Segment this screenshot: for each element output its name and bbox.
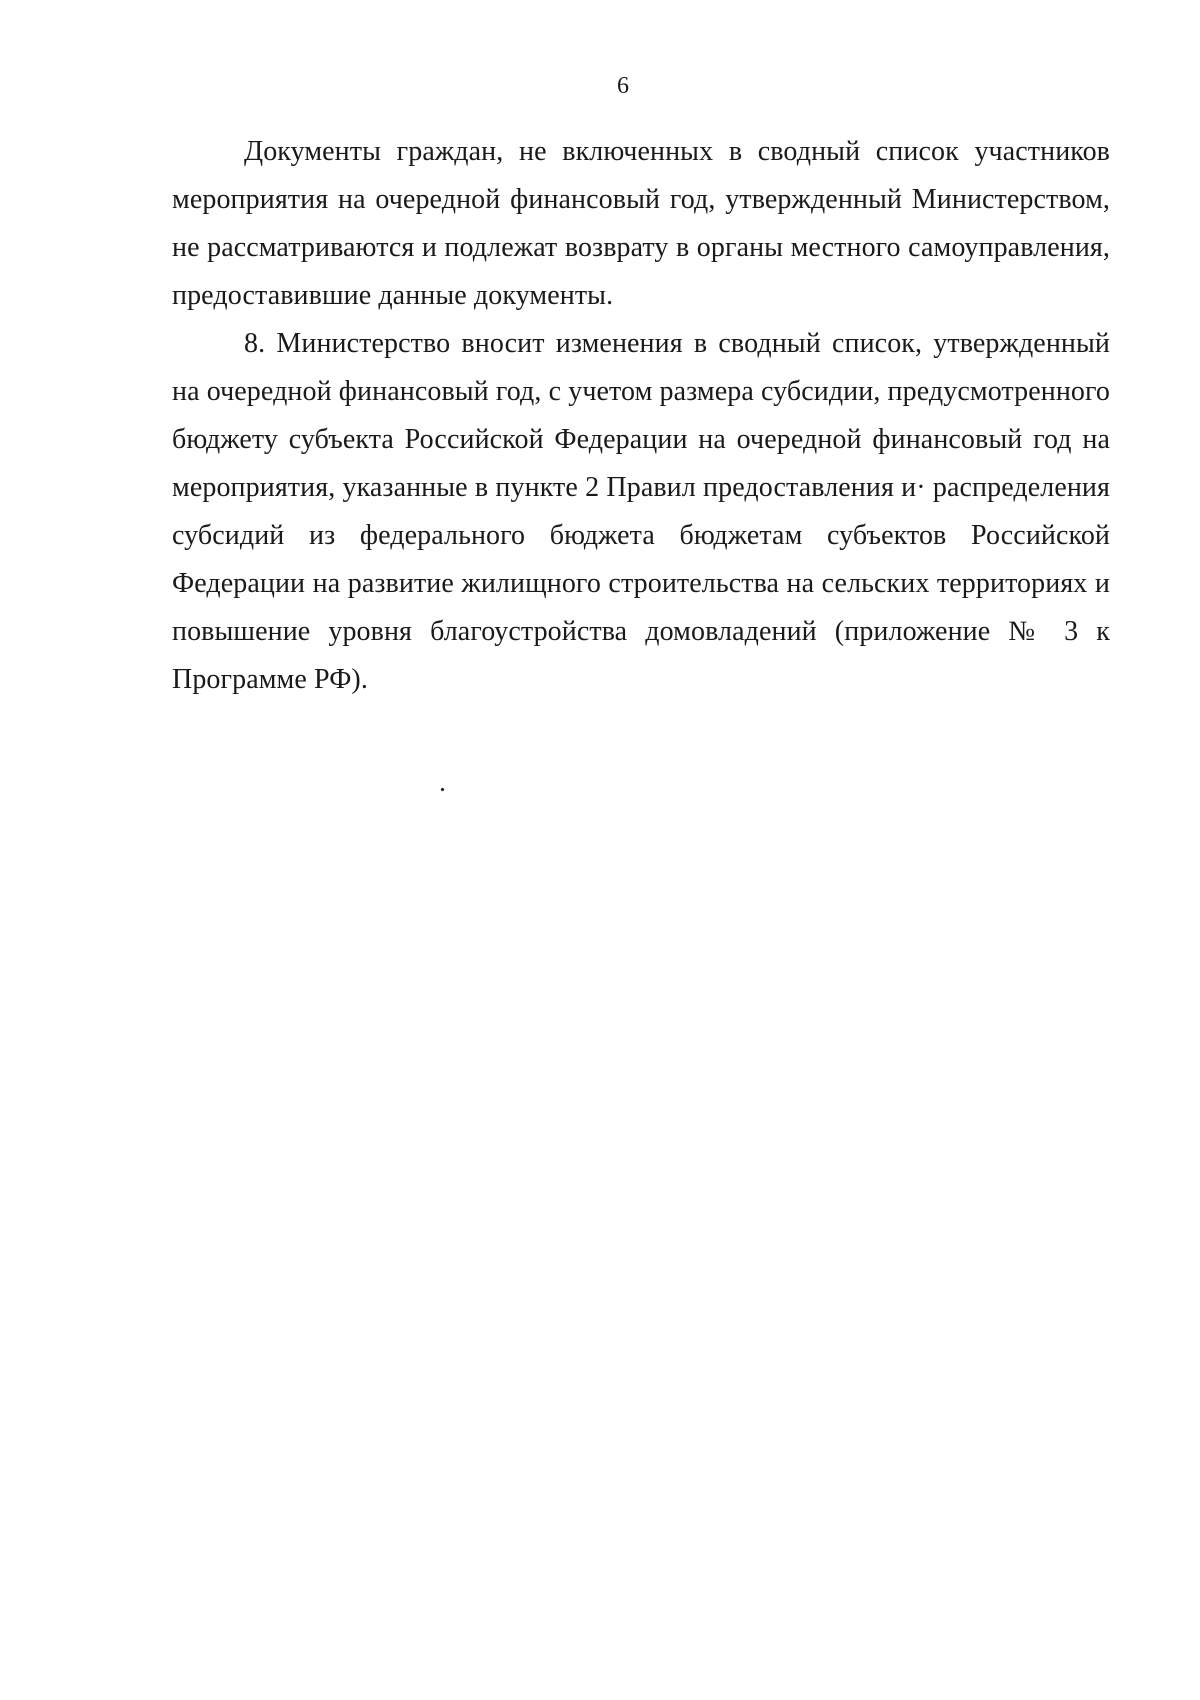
paragraph-documents-return: Документы граждан, не включенных в сводный список участников мероприятия на очередной финансовый год, утвержденный Министерством, не рассматриваются и подлежат возврату в органы местного самоуправления, предоставившие данные документы.: [172, 136, 1110, 311]
document-body: [172, 128, 1110, 704]
scan-artifact-mark: [440, 787, 444, 791]
page-number: 6: [617, 73, 629, 99]
paragraph-item-8: 8. Министерство вносит изменения в сводный список, утвержденный на очередной финансовый год, с учетом размера субсидии, предусмотренного бюджету субъекта Российской Федерации на очередной финансовый год на мероприятия, указанные в пункте 2 Правил предоставления и· распределения субсидий из федерального бюджета бюджетам субъектов Российской Федерации на развитие жилищного строительства на сельских территориях и повышение уровня благоустройства домовладений (приложение № 3 к Программе РФ).: [172, 328, 1110, 695]
